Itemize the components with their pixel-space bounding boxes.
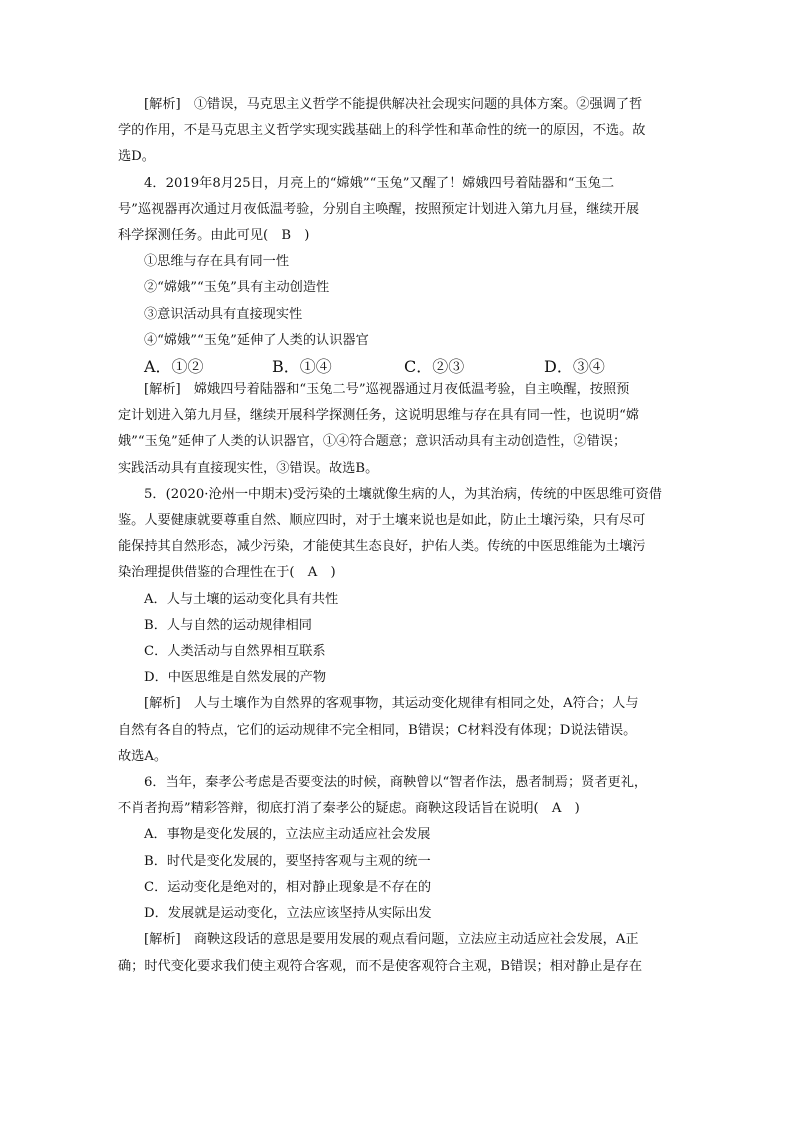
text-line: [解析] 人与土壤作为自然界的客观事物，其运动变化规律有相同之处，A符合；人与 <box>144 696 639 712</box>
choice-b: B．①④ <box>272 357 332 377</box>
text-line: 自然有各自的特点，它们的运动规律不完全相同，B错误；C材料没有体现；D说法错误。 <box>118 722 637 738</box>
text-line: 染治理提供借鉴的合理性在于( A ) <box>118 565 336 581</box>
text-line: ③意识活动具有直接现实性 <box>144 306 303 322</box>
text-line: 选D。 <box>118 149 155 165</box>
text-line: C．人类活动与自然界相互联系 <box>144 644 326 660</box>
text-line: 号”巡视器再次通过月夜低温考验，分别自主唤醒，按照预定计划进入第九月昼，继续开展 <box>118 201 640 217</box>
text-line: 学的作用，不是马克思主义哲学实现实践基础上的科学性和革命性的统一的原因，不选。故 <box>118 123 646 139</box>
text-line: 鉴。人要健康就要尊重自然、顺应四时，对于土壤来说也是如此，防止土壤污染，只有尽可 <box>118 513 646 529</box>
text-line: 6．当年，秦孝公考虑是否要变法的时候，商鞅曾以“智者作法，愚者制焉；贤者更礼， <box>144 775 648 791</box>
text-block-1 <box>118 92 678 354</box>
text-line: ①思维与存在具有同一性 <box>144 254 290 270</box>
text-block-2 <box>118 377 678 980</box>
choice-c: C．②③ <box>404 357 465 377</box>
text-line: 故选A。 <box>118 748 168 764</box>
text-line: B．时代是变化发展的，要坚持客观与主观的统一 <box>144 853 431 869</box>
text-line: 确；时代变化要求我们使主观符合客观，而不是使客观符合主观，B错误；相对静止是存在 <box>118 958 642 974</box>
text-line: 娥”“玉兔”延伸了人类的认识器官，①④符合题意；意识活动具有主动创造性，②错误； <box>118 434 627 450</box>
text-line: 5．(2020·沧州一中期末)受污染的土壤就像生病的人，为其治病，传统的中医思维可资借 <box>144 486 662 502</box>
text-line: A．事物是变化发展的，立法应主动适应社会发展 <box>144 827 431 843</box>
text-line: 实践活动具有直接现实性，③错误。故选B。 <box>118 460 379 476</box>
choice-a: A．①② <box>144 357 204 377</box>
text-line: D．中医思维是自然发展的产物 <box>144 670 327 686</box>
text-line: 定计划进入第九月昼，继续开展科学探测任务，这说明思维与存在具有同一性，也说明“嫦 <box>118 408 640 424</box>
text-line: 能保持其自然形态，减少污染，才能使其生态良好，护佑人类。传统的中医思维能为土壤污 <box>118 539 646 555</box>
text-line: [解析] ①错误，马克思主义哲学不能提供解决社会现实问题的具体方案。②强调了哲 <box>144 97 643 112</box>
text-line: 不肖者拘焉”精彩答辩，彻底打消了秦孝公的疑虑。商鞅这段话旨在说明( A ) <box>118 801 580 817</box>
text-line: [解析] 商鞅这段话的意思是要用发展的观点看问题，立法应主动适应社会发展，A正 <box>144 932 639 948</box>
text-line: A．人与土壤的运动变化具有共性 <box>144 591 339 607</box>
text-line: C．运动变化是绝对的，相对静止现象是不存在的 <box>144 879 432 895</box>
text-line: ④“嫦娥”“玉兔”延伸了人类的认识器官 <box>144 332 369 348</box>
text-line: ②“嫦娥”“玉兔”具有主动创造性 <box>144 280 330 296</box>
text-line: B．人与自然的运动规律相同 <box>144 617 312 633</box>
choice-d: D．③④ <box>544 357 605 377</box>
text-line: 科学探测任务。由此可见( B ) <box>118 228 310 244</box>
question-4-choices <box>118 354 678 377</box>
text-line: D．发展就是运动变化，立法应该坚持从实际出发 <box>144 906 432 922</box>
text-line: 4．2019年8月25日，月亮上的“嫦娥”“玉兔”又醒了！嫦娥四号着陆器和“玉兔二 <box>144 175 615 191</box>
text-line: [解析] 嫦娥四号着陆器和“玉兔二号”巡视器通过月夜低温考验，自主唤醒，按照预 <box>144 382 630 398</box>
document-body <box>118 92 678 980</box>
